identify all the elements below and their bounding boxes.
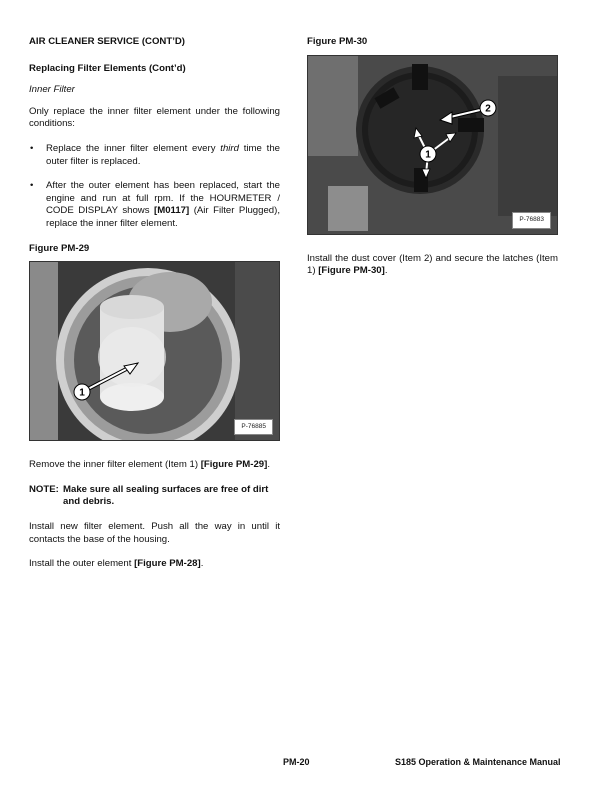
dust-cover-paragraph	[307, 253, 558, 278]
outer-text: Install the outer element	[29, 558, 135, 570]
dust-cover-text: Install the dust cover (Item 2) and secure the latches (Item 1)	[307, 252, 558, 277]
note-block	[29, 484, 280, 509]
right-column	[307, 36, 558, 290]
inner-filter-heading: Inner Filter	[29, 84, 75, 96]
callout-1-label: 1	[79, 387, 85, 399]
figure-reference: [Figure PM-30]	[318, 265, 385, 277]
bullet-icon: •	[30, 180, 34, 192]
callout-arrows-1	[406, 120, 476, 180]
intro-paragraph: Only replace the inner filter element under the following conditions:	[29, 105, 280, 130]
bullet-emphasis: third	[220, 142, 239, 154]
bullet-text: Replace the inner filter element every	[46, 142, 221, 154]
subsection-heading: Replacing Filter Elements (Cont’d)	[29, 62, 186, 74]
figure-reference: [Figure PM-29]	[200, 459, 268, 471]
list-item	[29, 143, 280, 168]
display-code: [M0117]	[154, 205, 190, 217]
callout-arrow-1	[70, 362, 150, 407]
section-heading: AIR CLEANER SERVICE (CONT’D)	[29, 36, 185, 47]
photo-tag: P-76883	[512, 212, 551, 229]
outer-text-end: .	[200, 558, 204, 570]
photo-tag: P-76885	[234, 419, 273, 436]
bullet-icon: •	[30, 142, 34, 154]
remove-text: Remove the inner filter element (Item 1)	[29, 459, 201, 471]
bullet-text: (Air Filter Plugged), replace the inner filter element.	[46, 205, 280, 229]
figure-photo-dust-cover	[307, 55, 558, 235]
figure-label: Figure PM-30	[307, 36, 368, 47]
bullet-text: time the outer filter is replaced.	[46, 142, 280, 167]
bullet-text: After the outer element has been replaced, start the engine and run at full rpm. If the HOURMETER / CODE DISPLAY shows	[46, 180, 280, 217]
figure-photo-inner-filter	[29, 261, 280, 441]
dust-cover-text-end: .	[384, 265, 388, 277]
left-column	[29, 36, 280, 583]
remove-text-end: .	[267, 459, 271, 471]
note-label: NOTE:	[29, 483, 59, 495]
conditions-list	[29, 143, 280, 231]
outer-element-paragraph	[29, 558, 280, 571]
list-item	[29, 180, 280, 230]
page-number: PM-20	[283, 757, 310, 767]
install-paragraph: Install new filter element. Push all the way in until it contacts the base of the housing.	[29, 520, 280, 545]
figure-label: Figure PM-29	[29, 242, 90, 254]
remove-paragraph	[29, 459, 280, 472]
manual-title: S185 Operation & Maintenance Manual	[395, 757, 561, 767]
note-text: Make sure all sealing surfaces are free of dirt and debris.	[63, 483, 269, 508]
callout-1-label: 1	[425, 149, 431, 161]
callout-2-label: 2	[485, 103, 491, 115]
inner-filter-photo	[30, 262, 279, 440]
figure-reference: [Figure PM-28]	[134, 558, 201, 570]
